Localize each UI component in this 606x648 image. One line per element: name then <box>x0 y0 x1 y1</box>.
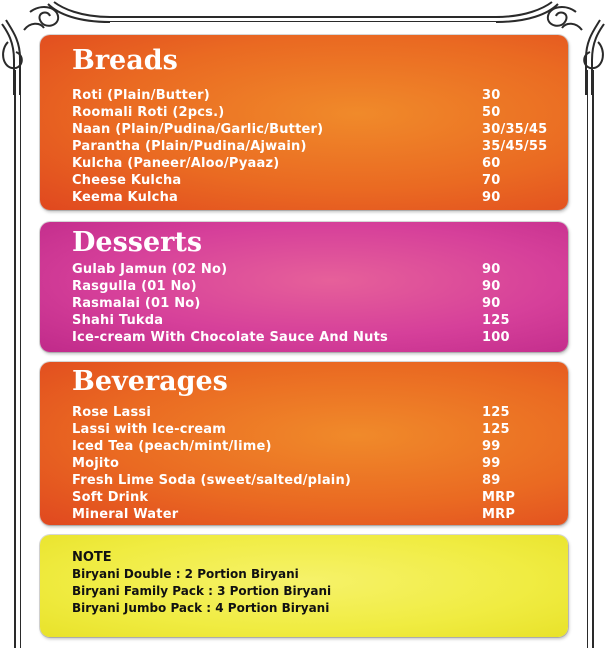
item-name: Naan (Plain/Pudina/Garlic/Butter) <box>72 122 324 137</box>
item-price: 30 <box>482 88 501 103</box>
menu-item <box>72 506 548 523</box>
item-price: 30/35/45 <box>482 122 548 137</box>
menu-item <box>72 455 548 472</box>
menu-item <box>72 438 548 455</box>
beverages-section <box>40 362 568 525</box>
item-price: 125 <box>482 422 510 437</box>
menu-item <box>72 87 548 104</box>
item-price: 50 <box>482 105 501 120</box>
item-price: 89 <box>482 473 501 488</box>
note-line: Biryani Family Pack : 3 Portion Biryani <box>72 584 332 598</box>
item-price: 99 <box>482 439 501 454</box>
item-price: MRP <box>482 507 516 522</box>
item-price: 90 <box>482 262 501 277</box>
menu-item <box>72 404 548 421</box>
frame-line-top <box>110 16 500 18</box>
item-name: Cheese Kulcha <box>72 173 182 188</box>
menu-item <box>72 155 548 172</box>
item-name: Keema Kulcha <box>72 190 179 205</box>
item-price: 90 <box>482 296 501 311</box>
menu-item <box>72 172 548 189</box>
frame-line-top-inner <box>110 21 500 22</box>
item-price: 125 <box>482 313 510 328</box>
breads-section <box>40 35 568 210</box>
frame-line-left <box>14 70 16 648</box>
menu-item <box>72 278 548 295</box>
item-name: Parantha (Plain/Pudina/Ajwain) <box>72 139 307 154</box>
menu-item <box>72 104 548 121</box>
section-title-desserts: Desserts <box>72 227 203 258</box>
item-name: Roomali Roti (2pcs.) <box>72 105 225 120</box>
menu-item <box>72 295 548 312</box>
desserts-section <box>40 222 568 352</box>
frame-line-right-inner <box>587 70 588 648</box>
item-name: Soft Drink <box>72 490 149 505</box>
item-price: 100 <box>482 330 510 345</box>
note-block <box>72 549 331 617</box>
item-price: 35/45/55 <box>482 139 548 154</box>
item-price: 90 <box>482 190 501 205</box>
menu-item <box>72 121 548 138</box>
menu-item <box>72 329 548 346</box>
menu-item <box>72 472 548 489</box>
section-title-breads: Breads <box>72 45 178 76</box>
menu-item <box>72 138 548 155</box>
note-line: Biryani Double : 2 Portion Biryani <box>72 567 299 581</box>
item-name: Kulcha (Paneer/Aloo/Pyaaz) <box>72 156 280 171</box>
menu-item <box>72 261 548 278</box>
item-name: Ice-cream With Chocolate Sauce And Nuts <box>72 330 388 345</box>
item-name: Lassi with Ice-cream <box>72 422 226 437</box>
item-name: Mojito <box>72 456 120 471</box>
item-name: Rasgulla (01 No) <box>72 279 197 294</box>
item-price: MRP <box>482 490 516 505</box>
item-price: 125 <box>482 405 510 420</box>
item-name: Iced Tea (peach/mint/lime) <box>72 439 272 454</box>
note-line: Biryani Jumbo Pack : 4 Portion Biryani <box>72 601 330 615</box>
menu-item <box>72 489 548 506</box>
item-name: Rasmalai (01 No) <box>72 296 201 311</box>
item-price: 90 <box>482 279 501 294</box>
menu-item <box>72 189 548 206</box>
item-name: Roti (Plain/Butter) <box>72 88 210 103</box>
beverages-list <box>72 404 548 523</box>
desserts-list <box>72 261 548 346</box>
breads-list <box>72 87 548 206</box>
menu-item <box>72 312 548 329</box>
item-name: Shahi Tukda <box>72 313 164 328</box>
item-price: 60 <box>482 156 501 171</box>
item-price: 99 <box>482 456 501 471</box>
item-name: Mineral Water <box>72 507 179 522</box>
menu-item <box>72 421 548 438</box>
frame-line-right <box>592 70 594 648</box>
note-section <box>40 535 568 637</box>
item-price: 70 <box>482 173 501 188</box>
item-name: Fresh Lime Soda (sweet/salted/plain) <box>72 473 352 488</box>
item-name: Rose Lassi <box>72 405 152 420</box>
note-title: NOTE <box>72 550 112 565</box>
frame-line-left-inner <box>20 70 21 648</box>
item-name: Gulab Jamun (02 No) <box>72 262 228 277</box>
section-title-beverages: Beverages <box>72 366 228 397</box>
